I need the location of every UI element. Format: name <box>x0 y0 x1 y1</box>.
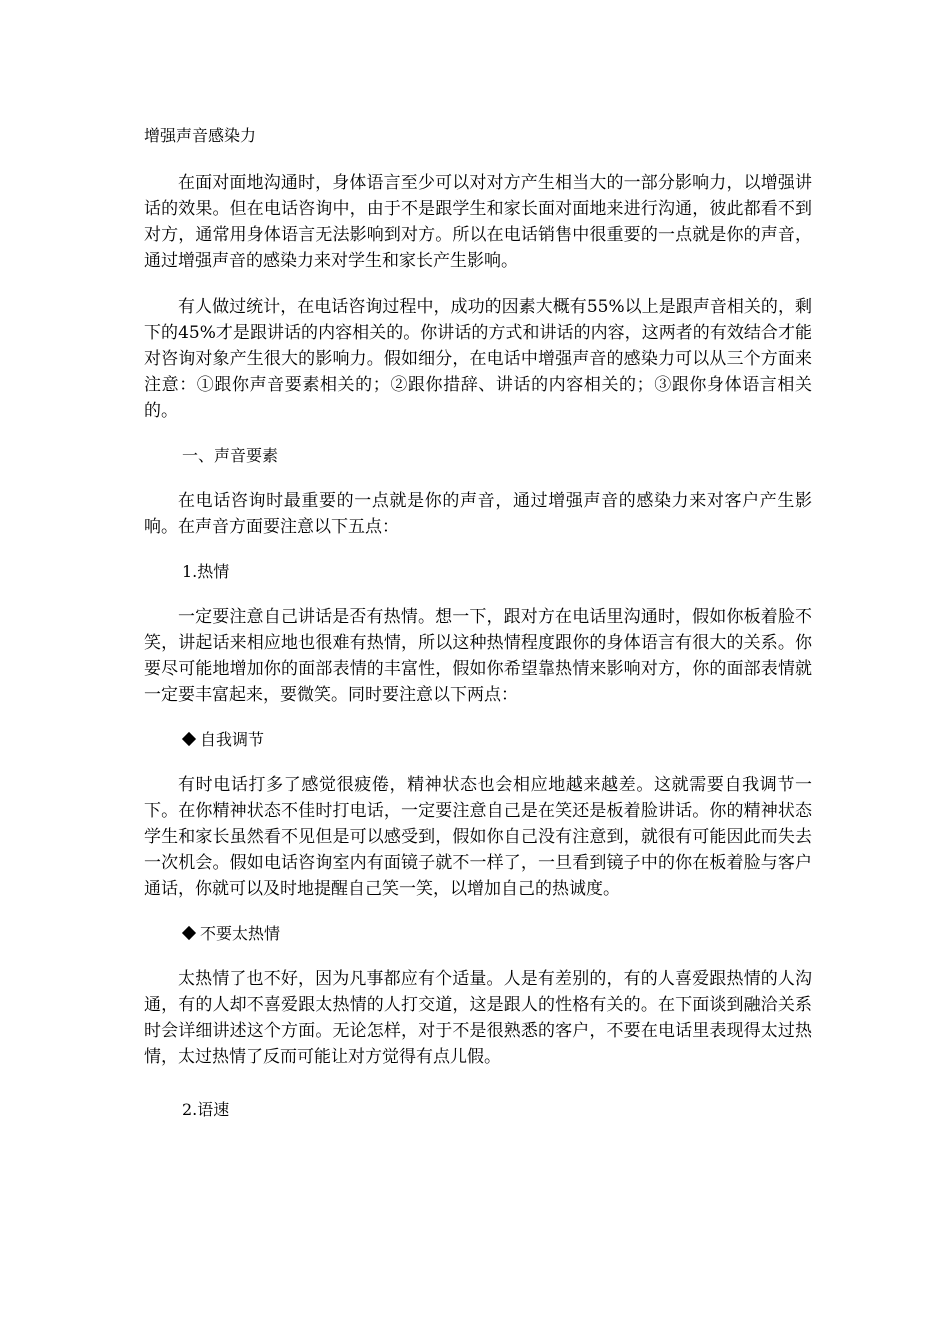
section-heading-voice-elements: 一、声音要素 <box>182 446 279 465</box>
bullet-heading-not-too-enthusiastic-label: 不要太热情 <box>200 924 281 943</box>
bullet-self-adjust-paragraph: 有时电话打多了感觉很疲倦，精神状态也会相应地越来越差。这就需要自我调节一下。在你精神状态不佳时打电话，一定要注意自己是在笑还是板着脸讲话。你的精神状态学生和家长虽然看不见但是可以感受到，假如你自己没有注意到，就很有可能因此而失去一次机会。假如电话咨询室内有面镜子就不一样了，一旦看到镜子中的你在板着脸与客户通话，你就可以及时地提醒自己笑一笑，以增加自己的热诚度。 <box>144 775 812 899</box>
bullet-heading-self-adjust <box>144 728 812 752</box>
bullet-not-too-enthusiastic-paragraph: 太热情了也不好，因为凡事都应有个适量。人是有差别的，有的人喜爱跟热情的人沟通，有的人却不喜爱跟太热情的人打交道，这是跟人的性格有关的。在下面谈到融洽关系时会详细讲述这个方面。无论怎样，对于不是很熟悉的客户，不要在电话里表现得太过热情，太过热情了反而可能让对方觉得有点儿假。 <box>144 969 812 1067</box>
bullet-heading-not-too-enthusiastic <box>144 922 812 946</box>
black-diamond-icon <box>182 926 196 940</box>
document-title: 增强声音感染力 <box>144 126 257 145</box>
intro-paragraph-1: 在面对面地沟通时，身体语言至少可以对对方产生相当大的一部分影响力，以增强讲话的效果。但在电话咨询中，由于不是跟学生和家长面对面地来进行沟通，彼此都看不到对方，通常用身体语言无法影响到对方。所以在电话销售中很重要的一点就是你的声音，通过增强声音的感染力来对学生和家长产生影响。 <box>144 173 812 271</box>
document-body <box>144 124 812 1142</box>
bullet-heading-self-adjust-label: 自我调节 <box>200 730 265 749</box>
item-heading-enthusiasm: 1.热情 <box>182 562 230 581</box>
item-enthusiasm-paragraph: 一定要注意自己讲话是否有热情。想一下，跟对方在电话里沟通时，假如你板着脸不笑，讲起话来相应地也很难有热情，所以这种热情程度跟你的身体语言有很大的关系。你要尽可能地增加你的面部表情的丰富性，假如你希望靠热情来影响对方，你的面部表情就一定要丰富起来，要微笑。同时要注意以下两点： <box>144 607 812 705</box>
black-diamond-icon <box>182 732 196 746</box>
section-voice-elements-paragraph: 在电话咨询时最重要的一点就是你的声音，通过增强声音的感染力来对客户产生影响。在声音方面要注意以下五点： <box>144 491 812 537</box>
item-heading-speech-rate: 2.语速 <box>182 1100 230 1119</box>
intro-paragraph-2: 有人做过统计，在电话咨询过程中，成功的因素大概有55%以上是跟声音相关的，剩下的45%才是跟讲话的内容相关的。你讲话的方式和讲话的内容，这两者的有效结合才能对咨询对象产生很大的影响力。假如细分，在电话中增强声音的感染力可以从三个方面来注意：①跟你声音要素相关的；②跟你措辞、讲话的内容相关的；③跟你身体语言相关的。 <box>144 297 812 421</box>
